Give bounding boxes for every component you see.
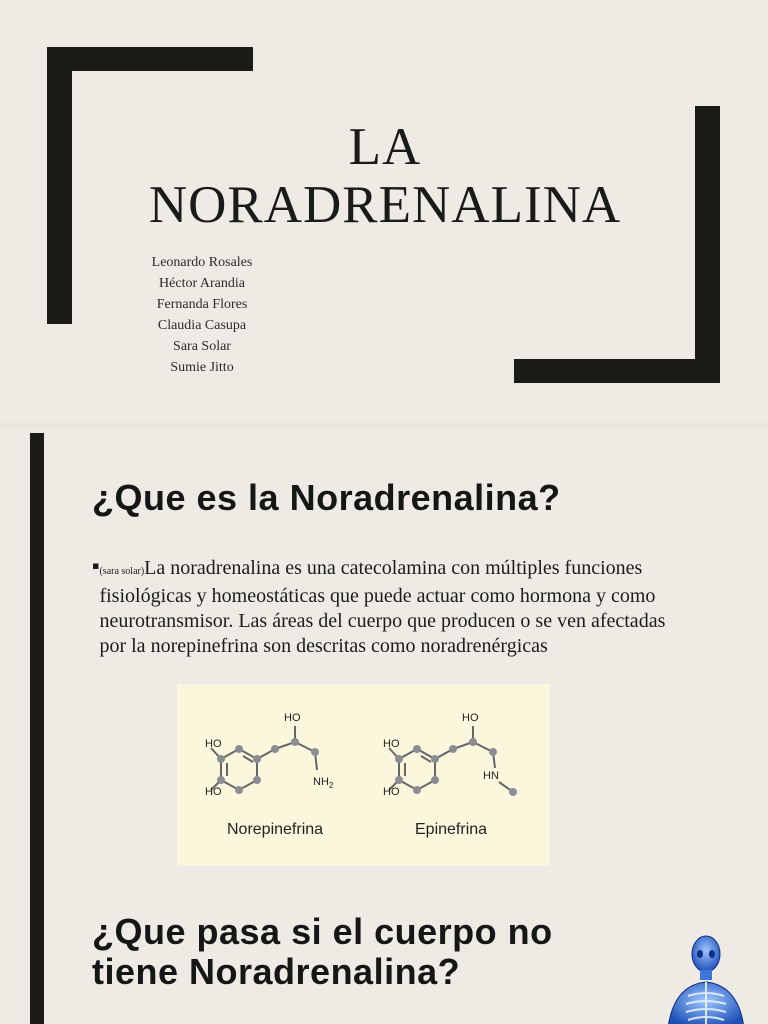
atom-label-ho: HO: [383, 786, 400, 798]
epinephrine-label: Epinefrina: [415, 821, 488, 838]
authors-list: [122, 252, 282, 378]
slide-accent-bar: [30, 868, 44, 1024]
slide-heading: [92, 912, 732, 992]
frame-bottom-right-vertical: [695, 106, 720, 383]
author-name: Sumie Jitto: [170, 360, 234, 375]
title-line-1: LA: [348, 118, 422, 176]
definition-slide: [0, 430, 768, 868]
bullet-text: [99, 556, 692, 659]
bullet-item: [92, 556, 692, 659]
author-name: Sara Solar: [173, 339, 231, 354]
atom-label-ho: HO: [205, 786, 222, 798]
atom-label-ho: HO: [383, 738, 400, 750]
bullet-icon: ▪: [92, 559, 100, 572]
slide-heading-line-1: ¿Que pasa si el cuerpo no: [92, 911, 553, 952]
bullet-author-note: (sara solar): [99, 566, 145, 577]
presentation-title: [120, 118, 650, 234]
human-body-skeleton-icon: [658, 932, 754, 1024]
title-line-2: NORADRENALINA: [148, 176, 622, 234]
slide-heading: ¿Que es la Noradrenalina?: [92, 477, 561, 518]
slide-accent-bar: [30, 433, 44, 868]
slide-heading-line-2: tiene Noradrenalina?: [92, 951, 461, 992]
atom-label-hn: HN: [483, 770, 499, 782]
frame-top-left-horizontal: [47, 47, 253, 71]
author-name: Leonardo Rosales: [151, 255, 253, 270]
atom-label-ho: HO: [284, 712, 301, 724]
bullet-body: La noradrenalina es una catecolamina con múltiples funciones fisiológicas y homeostáticas que puede actuar como hormona y como neurotransmisor. Las áreas del cuerpo que producen o se ven afectadas por la norepinefrina son descritas como noradrenérgicas: [99, 557, 666, 657]
atom-label-ho: HO: [462, 712, 479, 724]
frame-bottom-right-horizontal: [514, 359, 720, 383]
nh-text: NH: [313, 776, 329, 788]
author-name: Fernanda Flores: [156, 297, 248, 312]
author-name: Claudia Casupa: [157, 318, 247, 333]
frame-top-left-vertical: [47, 47, 72, 324]
atom-label-nh2: [313, 776, 333, 790]
molecule-figure: [177, 684, 550, 866]
author-name: Héctor Arandia: [159, 276, 245, 291]
norepinephrine-label: Norepinefrina: [227, 821, 324, 838]
consequences-slide: [0, 868, 768, 1024]
atom-label-ho: HO: [205, 738, 222, 750]
title-slide: [0, 0, 768, 420]
nh-subscript: 2: [328, 781, 334, 791]
